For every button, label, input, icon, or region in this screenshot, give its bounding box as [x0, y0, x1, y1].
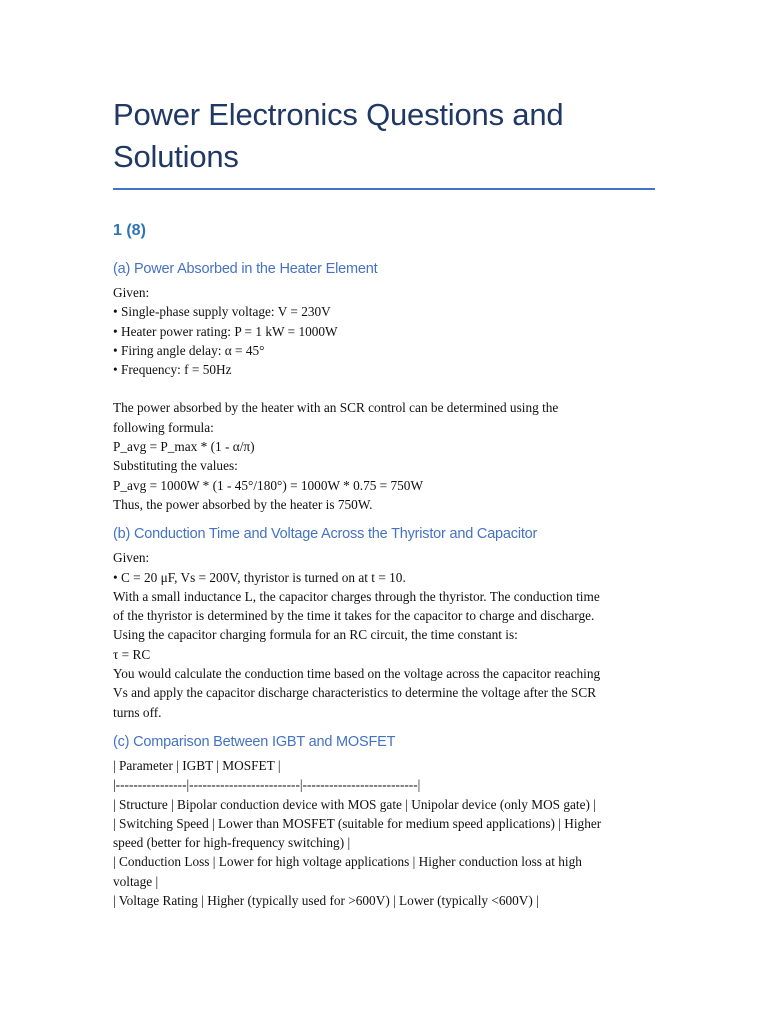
table-line: |----------------|-------------------------|--------------------------|: [113, 777, 421, 793]
given-label: Given:: [113, 285, 150, 300]
text-line: The power absorbed by the heater with an SCR control can be determined using the: [113, 400, 559, 416]
formula-line: P_avg = P_max * (1 - α/π): [113, 439, 255, 455]
given-item: • Heater power rating: P = 1 kW = 1000W: [113, 323, 338, 339]
text-line: Vs and apply the capacitor discharge characteristics to determine the voltage after the SCR: [113, 685, 597, 701]
table-line: | Voltage Rating | Higher (typically used for >600V) | Lower (typically <600V) |: [113, 893, 539, 909]
table-line: | Structure | Bipolar conduction device with MOS gate | Unipolar device (only MOS gate) |: [113, 796, 596, 812]
table-line: speed (better for high-frequency switching) |: [113, 835, 351, 851]
document-content: [113, 94, 658, 910]
question-heading: 1 (8): [113, 222, 146, 239]
paragraph-gap: [113, 379, 658, 398]
table-line: | Switching Speed | Lower than MOSFET (suitable for medium speed applications) | Higher: [113, 815, 602, 831]
section-b-heading: (b) Conduction Time and Voltage Across the Thyristor and Capacitor: [113, 526, 538, 543]
text-line: Thus, the power absorbed by the heater is 750W.: [113, 496, 373, 512]
text-line: of the thyristor is determined by the time it takes for the capacitor to charge and discharge.: [113, 608, 595, 624]
text-line: With a small inductance L, the capacitor charges through the thyristor. The conduction time: [113, 588, 600, 604]
section-c-heading: (c) Comparison Between IGBT and MOSFET: [113, 733, 396, 750]
text-line: Substituting the values:: [113, 458, 238, 474]
section-c-body: [113, 756, 658, 910]
formula-line: P_avg = 1000W * (1 - 45°/180°) = 1000W * 0.75 = 750W: [113, 477, 424, 493]
section-b-body: [113, 548, 658, 722]
section-a-heading: (a) Power Absorbed in the Heater Element: [113, 261, 378, 277]
text-line: Given:: [113, 550, 150, 566]
given-item: • Frequency: f = 50Hz: [113, 362, 232, 378]
formula-line: τ = RC: [113, 646, 151, 662]
text-line: • C = 20 μF, Vs = 200V, thyristor is turned on at t = 10.: [113, 569, 406, 585]
given-item: • Firing angle delay: α = 45°: [113, 342, 265, 358]
table-line: | Conduction Loss | Lower for high voltage applications | Higher conduction loss at high: [113, 854, 582, 870]
given-item: • Single-phase supply voltage: V = 230V: [113, 304, 331, 320]
section-a-body: [113, 283, 658, 514]
title-underline: [113, 188, 655, 190]
text-line: turns off.: [113, 704, 162, 720]
text-line: following formula:: [113, 419, 214, 435]
text-line: Using the capacitor charging formula for an RC circuit, the time constant is:: [113, 627, 518, 643]
document-title: Power Electronics Questions and Solutions: [113, 97, 564, 174]
table-line: | Parameter | IGBT | MOSFET |: [113, 757, 281, 773]
table-line: voltage |: [113, 873, 159, 889]
text-line: You would calculate the conduction time based on the voltage across the capacitor reaching: [113, 666, 601, 682]
